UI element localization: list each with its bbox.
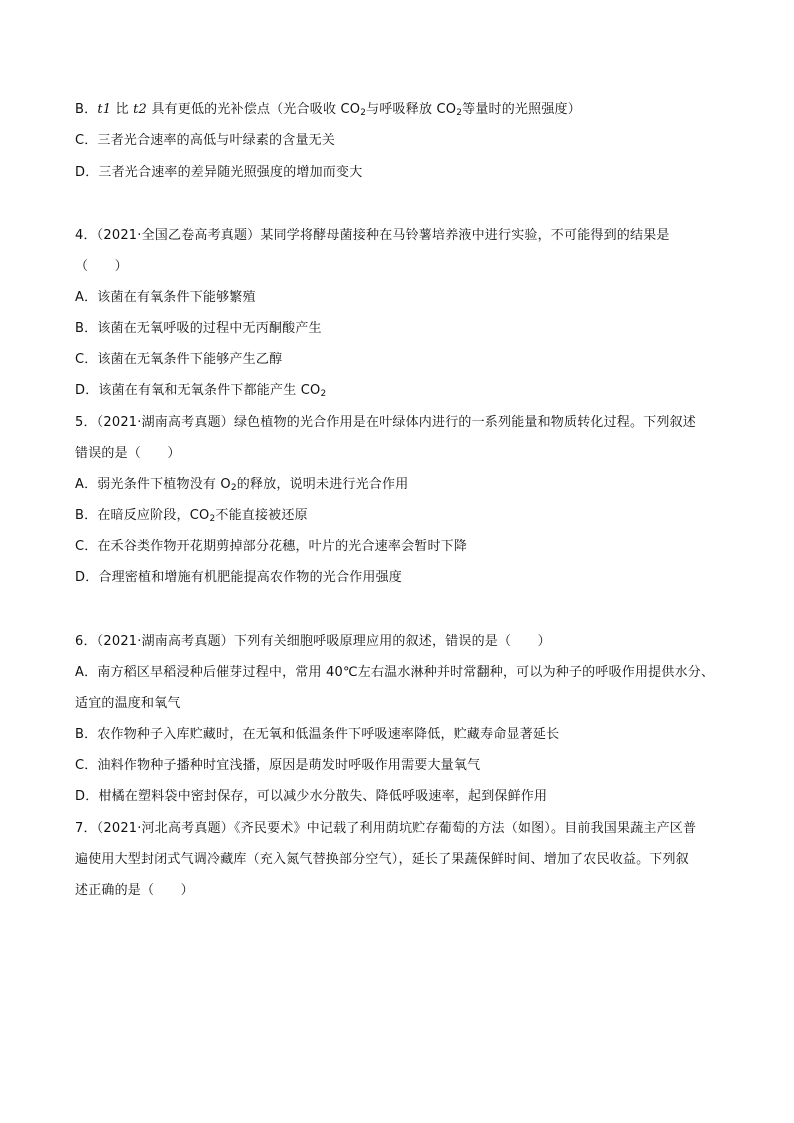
q4-option-d[interactable]: D．该菌在有氧和无氧条件下都能产生 $CO_2$ [75, 383, 327, 399]
q4-option-b[interactable]: B．该菌在无氧呼吸的过程中无丙酮酸产生 [75, 321, 322, 336]
q5-option-d[interactable]: D．合理密植和增施有机肥能提高农作物的光合作用强度 [75, 570, 403, 585]
q7-stem-line1: 7．（2021·河北高考真题）《齐民要术》中记载了利用荫坑贮存葡萄的方法（如图）。目前我国果蔬主产区普 [75, 821, 697, 836]
q6-stem: 6．（2021·湖南高考真题）下列有关细胞呼吸原理应用的叙述，错误的是（ ） [75, 634, 551, 649]
q7-stem-line2: 遍使用大型封闭式气调冷藏库（充入氮气替换部分空气），延长了果蔬保鲜时间、增加了农民收益。下列叙 [75, 852, 689, 867]
q4-stem-line2: （ ） [75, 259, 128, 274]
q6-option-b[interactable]: B．农作物种子入库贮藏时，在无氧和低温条件下呼吸速率降低，贮藏寿命显著延长 [75, 727, 560, 742]
q6-option-a-line2[interactable]: 适宜的温度和氧气 [75, 696, 181, 711]
q6-option-a-line1[interactable]: A．南方稻区早稻浸种后催芽过程中，常用 40℃左右温水淋种并时常翻种，可以为种子的呼吸作用提供水分、 [75, 665, 715, 680]
q3-option-c[interactable]: C．三者光合速率的高低与叶绿素的含量无关 [75, 133, 336, 148]
q6-option-d[interactable]: D．柑橘在塑料袋中密封保存，可以减少水分散失、降低呼吸速率，起到保鲜作用 [75, 789, 548, 804]
q3-option-d[interactable]: D．三者光合速率的差异随光照强度的增加而变大 [75, 165, 363, 180]
q5-option-b[interactable]: B．在暗反应阶段，$CO_2$不能直接被还原 [75, 508, 308, 524]
q5-option-a[interactable]: A．弱光条件下植物没有 $O_2$的释放，说明未进行光合作用 [75, 477, 409, 493]
q4-option-a[interactable]: A．该菌在有氧条件下能够繁殖 [75, 290, 256, 305]
q7-stem-line3: 述正确的是（ ） [75, 883, 194, 898]
q4-option-c[interactable]: C．该菌在无氧条件下能够产生乙醇 [75, 352, 283, 367]
q5-option-c[interactable]: C．在禾谷类作物开花期剪掉部分花穗，叶片的光合速率会暂时下降 [75, 539, 468, 554]
q4-stem-line1: 4．（2021·全国乙卷高考真题）某同学将酵母菌接种在马铃薯培养液中进行实验，不可能得到的结果是 [75, 228, 670, 243]
q5-stem-line1: 5．（2021·湖南高考真题）绿色植物的光合作用是在叶绿体内进行的一系列能量和物质转化过程。下列叙述 [75, 415, 696, 430]
q3-option-b[interactable]: B．t1 比 t2 具有更低的光补偿点（光合吸收 $CO_2$与呼吸释放 $CO_2$等量时的光照强度） [75, 102, 581, 118]
q6-option-c[interactable]: C．油料作物种子播种时宜浅播，原因是萌发时呼吸作用需要大量氧气 [75, 758, 481, 773]
q5-stem-line2: 错误的是（ ） [75, 446, 181, 461]
